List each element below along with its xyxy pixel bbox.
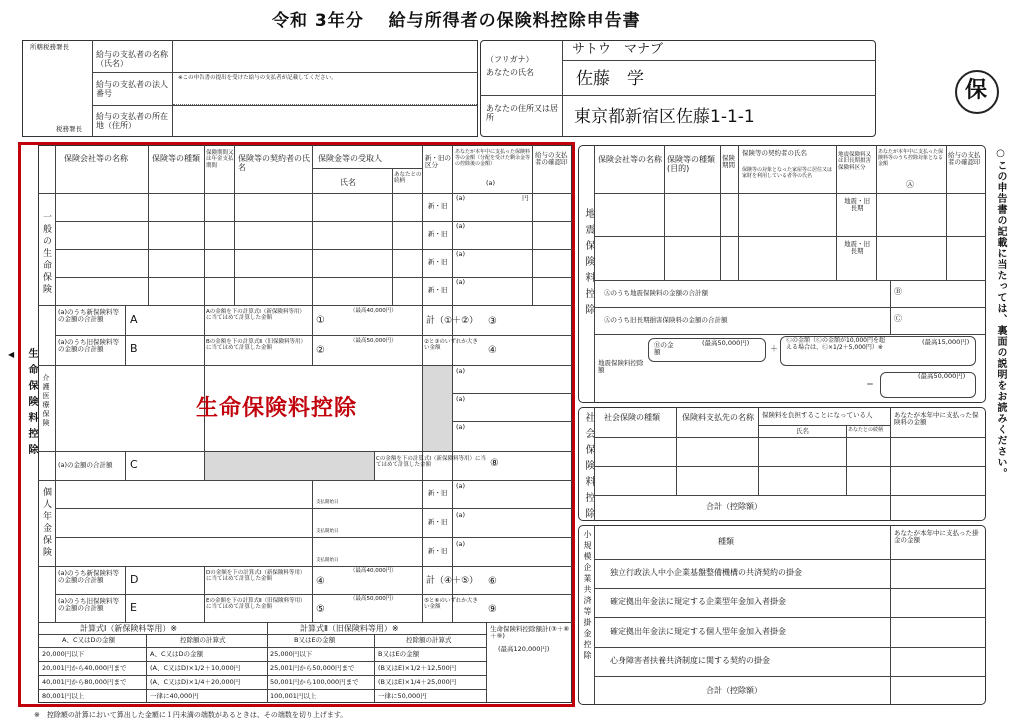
smv2	[890, 525, 891, 705]
h-type: 保険等の種類	[152, 154, 200, 163]
sh1	[594, 437, 986, 438]
calc-r1c2: 25,001円から50,000円まで	[270, 664, 355, 672]
social-h-bearer: 保険料を負担することになっている人	[762, 411, 873, 419]
row-c-label: (a)の金額の合計額	[58, 461, 113, 469]
social-h-kind: 社会保険の種類	[604, 413, 660, 422]
social-total: 合計（控除額）	[706, 502, 762, 511]
newold-3[interactable]: 新・旧	[428, 258, 448, 266]
c2: ②	[316, 345, 325, 356]
calc-c: Cの金額を下の計算式Ⅰ（新保険料等用）に当てはめて計算した金額	[376, 456, 486, 469]
ev3	[720, 145, 721, 280]
sh2	[594, 466, 986, 467]
furigana-label: （フリガナ）	[486, 55, 534, 64]
newold-4[interactable]: 新・旧	[428, 286, 448, 294]
eq-eq: ＝	[866, 380, 874, 389]
general-label: 一般の生命保険	[41, 212, 51, 296]
eq-b-amount: Ⓑの金額	[654, 341, 674, 357]
pay-start-1: 支払開始日	[316, 500, 339, 505]
payer-number-note: ※この申告書の提出を受けた給与の支払者が記載してください。	[178, 75, 337, 81]
payer-number-label: 給与の支払者の法人番号	[96, 80, 168, 99]
address-label: あなたの住所又は居所	[486, 104, 558, 123]
eq-h-a: Ⓐ	[906, 180, 914, 189]
eq-kind-2[interactable]: 地震・旧長期	[844, 240, 870, 256]
A-mark: A	[130, 313, 138, 326]
tax-office-label: 所轄税務署長	[30, 43, 69, 51]
eq-total-max: (最高50,000円)	[918, 372, 966, 380]
eq-h-kind: 地震保険料又は旧長期損害保険料区分	[838, 152, 872, 171]
calc-r2c0: 40,001円から80,000円まで	[42, 678, 127, 686]
max23: ②と③のいずれか大きい金額	[424, 339, 478, 352]
smh4	[594, 647, 986, 648]
payer-name-label: 給与の支払者の名称（氏名）	[96, 50, 168, 69]
h-a: (a)	[486, 179, 496, 187]
ev6	[876, 145, 877, 280]
calc-r0c3: B又はEの金額	[378, 650, 420, 658]
calc-r0c1: A、C又はDの金額	[150, 650, 203, 658]
formula-1: 計算式Ⅰ（新保険料等用）※	[80, 624, 178, 633]
life-total-label: 生命保険料控除額計(③＋⑧＋⑨)	[490, 625, 570, 641]
sv5	[890, 407, 891, 521]
sh0	[758, 425, 890, 426]
sum45: 計（④＋⑤）	[426, 576, 479, 586]
h-confirm: 給与の支払者の確認印	[535, 151, 568, 167]
c4: ④	[316, 576, 325, 587]
header-r-div	[562, 40, 563, 137]
calc-h-2: 控除額の計算式	[180, 636, 226, 644]
care-label: 介護医療保険	[42, 374, 50, 428]
max50-1: （最高50,000円）	[350, 338, 397, 344]
eh1	[594, 193, 986, 194]
a-p1: (a)	[456, 482, 466, 490]
c4-life: ④	[488, 345, 497, 356]
E-mark: E	[130, 601, 137, 614]
life-section-title: 生命保険料控除	[196, 396, 358, 421]
row-b-label: (a)のうち旧保険料等の金額の合計額	[58, 338, 120, 354]
calc-r1c3: (B又はE)×1/2＋12,500円	[378, 664, 457, 672]
newold-p1[interactable]: 新・旧	[428, 489, 448, 497]
newold-1[interactable]: 新・旧	[428, 202, 448, 210]
small-h-paid: あなたが本年中に支払った掛金の金額	[894, 529, 979, 545]
form-title: 令和 3年分 給与所得者の保険料控除申告書	[272, 11, 641, 31]
c1: ①	[316, 315, 325, 326]
a-c1: (a)	[456, 367, 466, 375]
smh2	[594, 588, 986, 589]
eq-c-note: Ⓒの金額（Ⓒの金額が10,000円を超える場合は、Ⓒ×1/2＋5,000円）※	[786, 337, 885, 351]
h-newold: 新・旧の区分	[425, 154, 451, 170]
c5: ⑤	[316, 604, 325, 615]
ev7	[946, 145, 947, 280]
formula-2: 計算式Ⅱ（旧保険料等用）※	[300, 624, 399, 633]
c9: ⑨	[488, 604, 497, 615]
smh3	[594, 617, 986, 618]
stamp-text: 保	[965, 78, 988, 103]
small-frame	[578, 525, 986, 705]
social-h-name: 氏名	[796, 427, 809, 435]
life-highlight-frame	[18, 142, 575, 707]
a-3: (a)	[456, 250, 466, 258]
sv2	[676, 407, 677, 495]
a-1: (a)	[456, 194, 466, 202]
life-total-max: (最高120,000円)	[498, 645, 550, 653]
small-h-kind: 種類	[718, 537, 734, 546]
social-h-payee: 保険料支払先の名称	[682, 413, 754, 422]
row-a-label: (a)のうち新保険料等の金額の合計額	[58, 308, 120, 324]
eq-h-target: 保険等の対象となった家屋等に居住又は家財を利用している者等の氏名	[742, 167, 833, 179]
eh3	[594, 280, 986, 281]
eq-sum-c: Ⓐのうち旧長期損害保険料の金額の合計額	[604, 316, 728, 324]
row-e-label: (a)のうち旧保険料等の金額の合計額	[58, 597, 120, 613]
social-h-paid: あなたが本年中に支払った保険料の金額	[894, 411, 979, 427]
h-period: 保険期間又は年金支払期間	[206, 150, 234, 169]
calc-r1c0: 20,001円から40,000円まで	[42, 664, 127, 672]
eq-h-paid: あなたが本年中に支払った保険料等のうち控除対象となる金額	[878, 149, 944, 167]
calc-a: Aの金額を下の計算式Ⅰ（新保険料等用）に当てはめて計算した金額	[206, 309, 305, 322]
life-side-label: 生命保険料控除	[26, 348, 37, 460]
smh1	[594, 559, 986, 560]
small-item-3: 確定拠出年金法に規定する個人型年金加入者掛金	[610, 627, 786, 636]
calc-r0c2: 25,000円以下	[270, 650, 313, 658]
eq-h-contractor: 保険等の契約者の氏名	[742, 149, 807, 157]
a-c2: (a)	[456, 395, 466, 403]
row-d-label: (a)のうち新保険料等の金額の合計額	[58, 569, 120, 585]
life-arrow: ◀	[8, 350, 15, 359]
sv1	[594, 407, 595, 521]
social-side: 社会保険料控除	[583, 412, 594, 524]
eq-h-company: 保険会社等の名称	[598, 155, 662, 164]
smh5	[594, 676, 986, 677]
header-div1	[92, 40, 93, 137]
eq-side: 地震保険料控除	[583, 208, 594, 320]
a-c3: (a)	[456, 423, 466, 431]
sv4	[846, 425, 847, 495]
calc-r3c3: 一律に50,000円	[378, 692, 427, 700]
calc-r3c1: 一律に40,000円	[150, 692, 199, 700]
calc-r0c0: 20,000円以下	[42, 650, 85, 658]
h-paid: あなたが本年中に支払った保険料等の金額（分配を受けた剰余金等の控除後の金額）	[455, 149, 531, 167]
c8: ⑧	[490, 458, 499, 469]
h-company: 保険会社等の名称	[64, 154, 128, 163]
ev2	[664, 145, 665, 280]
newold-2[interactable]: 新・旧	[428, 230, 448, 238]
ev5	[836, 145, 837, 280]
small-total: 合計（控除額）	[706, 686, 762, 695]
header-h1	[92, 72, 478, 73]
yen-1: 円	[522, 194, 529, 202]
calc-e: Eの金額を下の計算式Ⅱ（旧保険料等用）に当てはめて計算した金額	[206, 598, 306, 611]
h-recipient: 保険金等の受取人	[318, 154, 382, 163]
eq-h-confirm: 給与の支払者の確認印	[948, 151, 981, 167]
header-r-h1	[562, 60, 876, 61]
a-4: (a)	[456, 278, 466, 286]
max40-2: （最高40,000円）	[350, 568, 397, 574]
C-mark: C	[130, 458, 138, 471]
max40-1: （最高40,000円）	[350, 308, 397, 314]
eq-plus: ＋	[770, 344, 778, 353]
social-h-relation: あなたとの続柄	[848, 427, 884, 433]
ev8	[890, 280, 891, 334]
side-note: ○この申告書の記載に当たっては、裏面の説明をお読みください。	[995, 148, 1006, 479]
newold-p2[interactable]: 新・旧	[428, 518, 448, 526]
sh3	[594, 495, 986, 496]
calc-h-4: 控除額の計算式	[406, 636, 452, 644]
address-value[interactable]: 東京都新宿区佐藤1-1-1	[574, 107, 755, 127]
eh4	[594, 307, 986, 308]
calc-r3c2: 100,001円以上	[270, 692, 317, 700]
pay-start-3: 支払開始日	[316, 558, 339, 563]
h-relation: あなたとの続柄	[394, 172, 422, 185]
tax-office-suffix: 税務署長	[56, 125, 82, 133]
newold-p3[interactable]: 新・旧	[428, 547, 448, 555]
calc-d: Dの金額を下の計算式Ⅰ（新保険料等用）に当てはめて計算した金額	[206, 570, 306, 583]
eq-kind-1[interactable]: 地震・旧長期	[844, 197, 870, 213]
eq-b-mark: Ⓑ	[894, 287, 902, 296]
eq-sum-b: Ⓐのうち地震保険料の金額の合計額	[604, 289, 708, 297]
eq-deduction: 地震保険料控除額	[598, 359, 644, 375]
eh5	[594, 334, 986, 335]
calc-h-1: A、C又はDの金額	[62, 636, 115, 644]
name-value[interactable]: 佐藤 学	[576, 69, 644, 89]
h-contractor: 保険等の契約者の氏名	[238, 154, 310, 173]
small-item-4: 心身障害者扶養共済制度に関する契約の掛金	[610, 656, 770, 665]
furigana-value[interactable]: サトウ マナブ	[572, 42, 664, 57]
small-item-2: 確定拠出年金法に規定する企業型年金加入者掛金	[610, 597, 786, 606]
max56: ⑤と⑥のいずれか大きい金額	[424, 598, 478, 611]
payer-name-field[interactable]	[173, 41, 477, 72]
calc-h-3: B又はEの金額	[294, 636, 336, 644]
calc-b: Bの金額を下の計算式Ⅱ（旧保険料等用）に当てはめて計算した金額	[206, 339, 306, 352]
calc-r2c1: (A、C又はD)×1/4＋20,000円	[150, 678, 241, 686]
a-p3: (a)	[456, 540, 466, 548]
eq-c-mark: Ⓒ	[894, 314, 902, 323]
eq-max15: (最高15,000円)	[922, 338, 970, 346]
h-rname: 氏名	[340, 178, 356, 187]
a-2: (a)	[456, 222, 466, 230]
eq-h-type: 保険等の種類(目的)	[667, 155, 715, 174]
eh2	[594, 236, 986, 237]
footnote: ※ 控除額の計算において算出した金額に１円未満の端数があるときは、その端数を切り上げます。	[34, 711, 348, 719]
D-mark: D	[130, 573, 139, 586]
calc-r2c3: (B又はE)×1/4＋25,000円	[378, 678, 457, 686]
header-r-h2	[480, 95, 876, 96]
max50-2: （最高50,000円）	[350, 596, 397, 602]
smv1	[594, 525, 595, 705]
ev4	[738, 145, 739, 280]
payer-number-field[interactable]	[173, 84, 477, 105]
calc-r3c0: 80,001円以上	[42, 692, 85, 700]
B-mark: B	[130, 342, 138, 355]
c6: ⑥	[488, 576, 497, 587]
calc-r1c1: (A、C又はD)×1/2＋10,000円	[150, 664, 241, 672]
payer-address-label: 給与の支払者の所在地（住所）	[96, 112, 168, 131]
eq-max50: (最高50,000円)	[702, 339, 750, 347]
small-side: 小規模企業共済等掛金控除	[583, 530, 592, 662]
payer-address-field[interactable]	[173, 106, 477, 136]
eq-h-period: 保険期間	[722, 154, 735, 170]
pay-start-2: 支払開始日	[316, 529, 339, 534]
pension-label: 個人年金保険	[41, 487, 51, 559]
a-p2: (a)	[456, 511, 466, 519]
c3: ③	[488, 316, 497, 327]
calc-r2c2: 50,001円から100,000円まで	[270, 678, 359, 686]
sv3	[758, 407, 759, 495]
sum12: 計（①＋②）	[426, 316, 479, 326]
ev1	[594, 145, 595, 403]
name-label: あなたの氏名	[486, 68, 534, 77]
small-item-1: 独立行政法人中小企業基盤整備機構の共済契約の掛金	[610, 568, 802, 577]
